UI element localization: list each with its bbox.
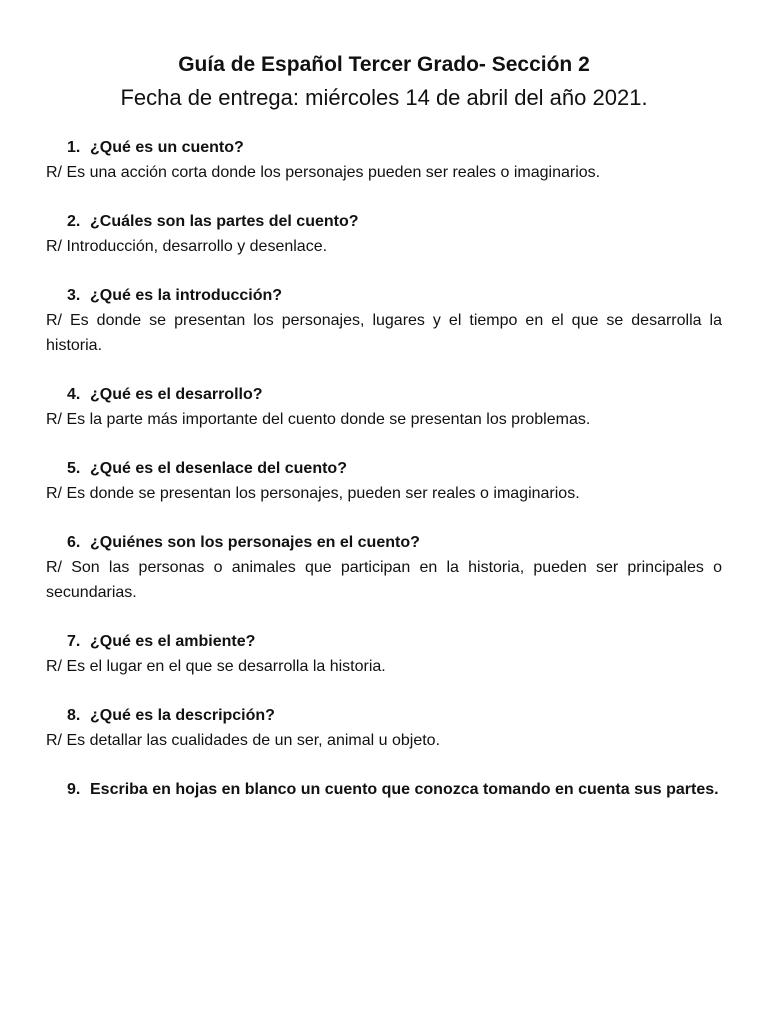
answer-text: R/ Es donde se presentan los personajes, pueden ser reales o imaginarios. <box>46 485 580 502</box>
question-number: 5. <box>67 460 81 477</box>
question-heading <box>46 283 722 308</box>
question-number: 6. <box>67 534 81 551</box>
question-item-7 <box>46 629 722 679</box>
question-item-3 <box>46 283 722 358</box>
answer-text: R/ Es detallar las cualidades de un ser, animal u objeto. <box>46 732 441 749</box>
question-text: ¿Qué es la descripción? <box>90 707 275 724</box>
question-text: ¿Qué es el ambiente? <box>90 633 256 650</box>
question-item-6 <box>46 530 722 605</box>
question-item-8 <box>46 703 722 753</box>
question-number: 1. <box>67 139 81 156</box>
final-task-number: 9. <box>67 781 81 798</box>
question-list <box>46 135 722 802</box>
question-text: ¿Qué es un cuento? <box>90 139 244 156</box>
question-item-2 <box>46 209 722 259</box>
question-text: ¿Qué es el desarrollo? <box>90 386 263 403</box>
question-heading <box>46 703 722 728</box>
answer-text: R/ Es la parte más importante del cuento donde se presentan los problemas. <box>46 411 591 428</box>
question-heading <box>46 456 722 481</box>
answer-text: R/ Son las personas o animales que participan en la historia, pueden ser principales o secundarias. <box>46 559 722 601</box>
question-number: 2. <box>67 213 81 230</box>
answer-text: R/ Es el lugar en el que se desarrolla la historia. <box>46 658 386 675</box>
document-header <box>46 50 722 114</box>
question-text: ¿Cuáles son las partes del cuento? <box>90 213 359 230</box>
question-number: 4. <box>67 386 81 403</box>
question-item-4 <box>46 382 722 432</box>
question-number: 8. <box>67 707 81 724</box>
answer-text: R/ Es donde se presentan los personajes, lugares y el tiempo en el que se desarrolla la historia. <box>46 312 722 354</box>
question-heading <box>46 135 722 160</box>
question-heading <box>46 209 722 234</box>
question-heading <box>46 629 722 654</box>
question-heading <box>46 530 722 555</box>
answer-text: R/ Introducción, desarrollo y desenlace. <box>46 238 328 255</box>
question-text: ¿Quiénes son los personajes en el cuento? <box>90 534 420 551</box>
final-task <box>46 777 722 802</box>
answer-text: R/ Es una acción corta donde los personajes pueden ser reales o imaginarios. <box>46 164 601 181</box>
final-task-text: Escriba en hojas en blanco un cuento que conozca tomando en cuenta sus partes. <box>90 781 719 798</box>
due-date: Fecha de entrega: miércoles 14 de abril del año 2021. <box>120 85 648 110</box>
question-item-1 <box>46 135 722 185</box>
question-item-5 <box>46 456 722 506</box>
question-number: 3. <box>67 287 81 304</box>
question-text: ¿Qué es el desenlace del cuento? <box>90 460 347 477</box>
question-number: 7. <box>67 633 81 650</box>
question-heading <box>46 382 722 407</box>
question-text: ¿Qué es la introducción? <box>90 287 283 304</box>
document-title: Guía de Español Tercer Grado- Sección 2 <box>178 53 590 76</box>
